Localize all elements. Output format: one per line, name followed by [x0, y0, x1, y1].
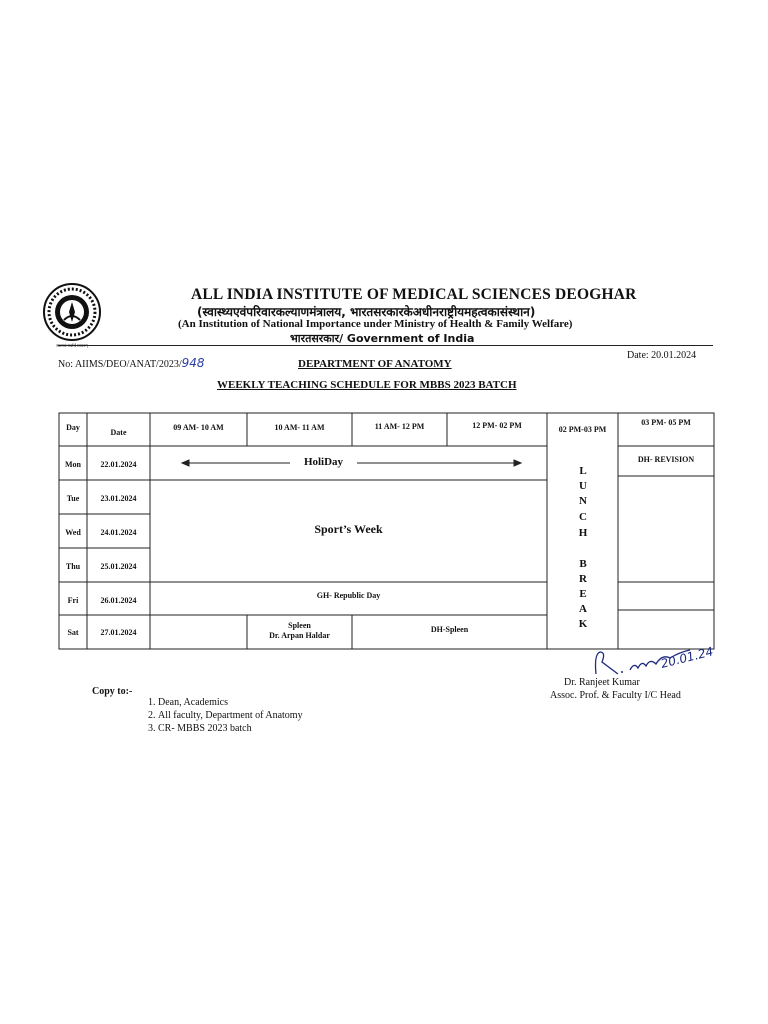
saturday-dh-spleen: DH-Spleen — [430, 625, 469, 634]
header-slot-2: 10 AM- 11 AM — [274, 423, 325, 432]
header-day: Day — [66, 423, 80, 432]
saturday-spleen-faculty: Dr. Arpan Haldar — [269, 631, 330, 640]
reference-prefix: No: AIIMS/DEO/ANAT/2023/ — [58, 359, 182, 370]
lunch-letter: L — [579, 465, 587, 477]
signatory-name: Dr. Ranjeet Kumar — [564, 677, 640, 688]
row-day: Mon — [65, 460, 81, 469]
lunch-letter: N — [579, 495, 587, 507]
row-date: 27.01.2024 — [100, 628, 137, 637]
lunch-letter: R — [579, 573, 587, 585]
hindi-subtitle: (स्वास्थ्यएवंपरिवारकल्याणमंत्रालय, भारतसरकारकेअधीनराष्ट्रीयमहत्वकासंस्थान) — [197, 305, 536, 319]
header-slot-6: 03 PM- 05 PM — [641, 418, 691, 427]
row-date: 23.01.2024 — [100, 494, 137, 503]
logo-caption: स्वास्थ्यं सर्वार्थ साधनम् — [56, 343, 88, 348]
header-slot-4: 12 PM- 02 PM — [472, 421, 522, 430]
signatory-designation: Assoc. Prof. & Faculty I/C Head — [550, 690, 681, 701]
institution-line: (An Institution of National Importance under Ministry of Health & Family Welfare) — [178, 318, 573, 330]
lunch-letter: B — [579, 558, 587, 570]
monday-revision: DH- REVISION — [637, 455, 695, 464]
row-day: Sat — [67, 628, 79, 637]
header-slot-5: 02 PM-03 PM — [558, 425, 607, 434]
row-day: Wed — [65, 528, 81, 537]
holiday-label: HoliDay — [303, 456, 344, 468]
saturday-spleen-topic: Spleen — [288, 621, 311, 630]
government-line: भारतसरकार/ Government of India — [290, 332, 475, 345]
lunch-letter: U — [579, 480, 587, 492]
institute-title: ALL INDIA INSTITUTE OF MEDICAL SCIENCES DEOGHAR — [191, 286, 637, 303]
row-day: Fri — [67, 596, 79, 605]
lunch-letter: A — [579, 603, 587, 615]
copy-to-list — [142, 696, 303, 735]
document-date: Date: 20.01.2024 — [627, 350, 697, 361]
row-date: 24.01.2024 — [100, 528, 137, 537]
lunch-letter: C — [579, 511, 587, 523]
schedule-title: WEEKLY TEACHING SCHEDULE FOR MBBS 2023 BATCH — [217, 379, 517, 391]
republic-day-label: GH- Republic Day — [316, 591, 381, 600]
row-day: Tue — [66, 494, 80, 503]
lunch-letter: E — [579, 588, 587, 600]
lunch-letter: K — [578, 618, 588, 630]
copy-to-item: 1. Dean, Academics — [158, 696, 303, 709]
copy-to-item: 2. All faculty, Department of Anatomy — [158, 709, 303, 722]
row-date: 22.01.2024 — [100, 460, 137, 469]
row-date: 25.01.2024 — [100, 562, 137, 571]
header-date: Date — [110, 428, 127, 437]
header-slot-1: 09 AM- 10 AM — [173, 423, 224, 432]
handwritten-number: 948 — [181, 356, 205, 370]
copy-to-item: 3. CR- MBBS 2023 batch — [158, 722, 303, 735]
copy-to-label: Copy to:- — [92, 686, 133, 697]
signature-date: 20.01.24 — [659, 644, 715, 671]
lunch-letter: H — [578, 527, 588, 539]
handwritten-signature — [590, 638, 730, 680]
header-slot-3: 11 AM- 12 PM — [374, 422, 425, 431]
row-date: 26.01.2024 — [100, 596, 137, 605]
sports-week-label: Sport’s Week — [314, 522, 383, 536]
department-heading: DEPARTMENT OF ANATOMY — [298, 358, 452, 370]
row-day: Thu — [65, 562, 81, 571]
